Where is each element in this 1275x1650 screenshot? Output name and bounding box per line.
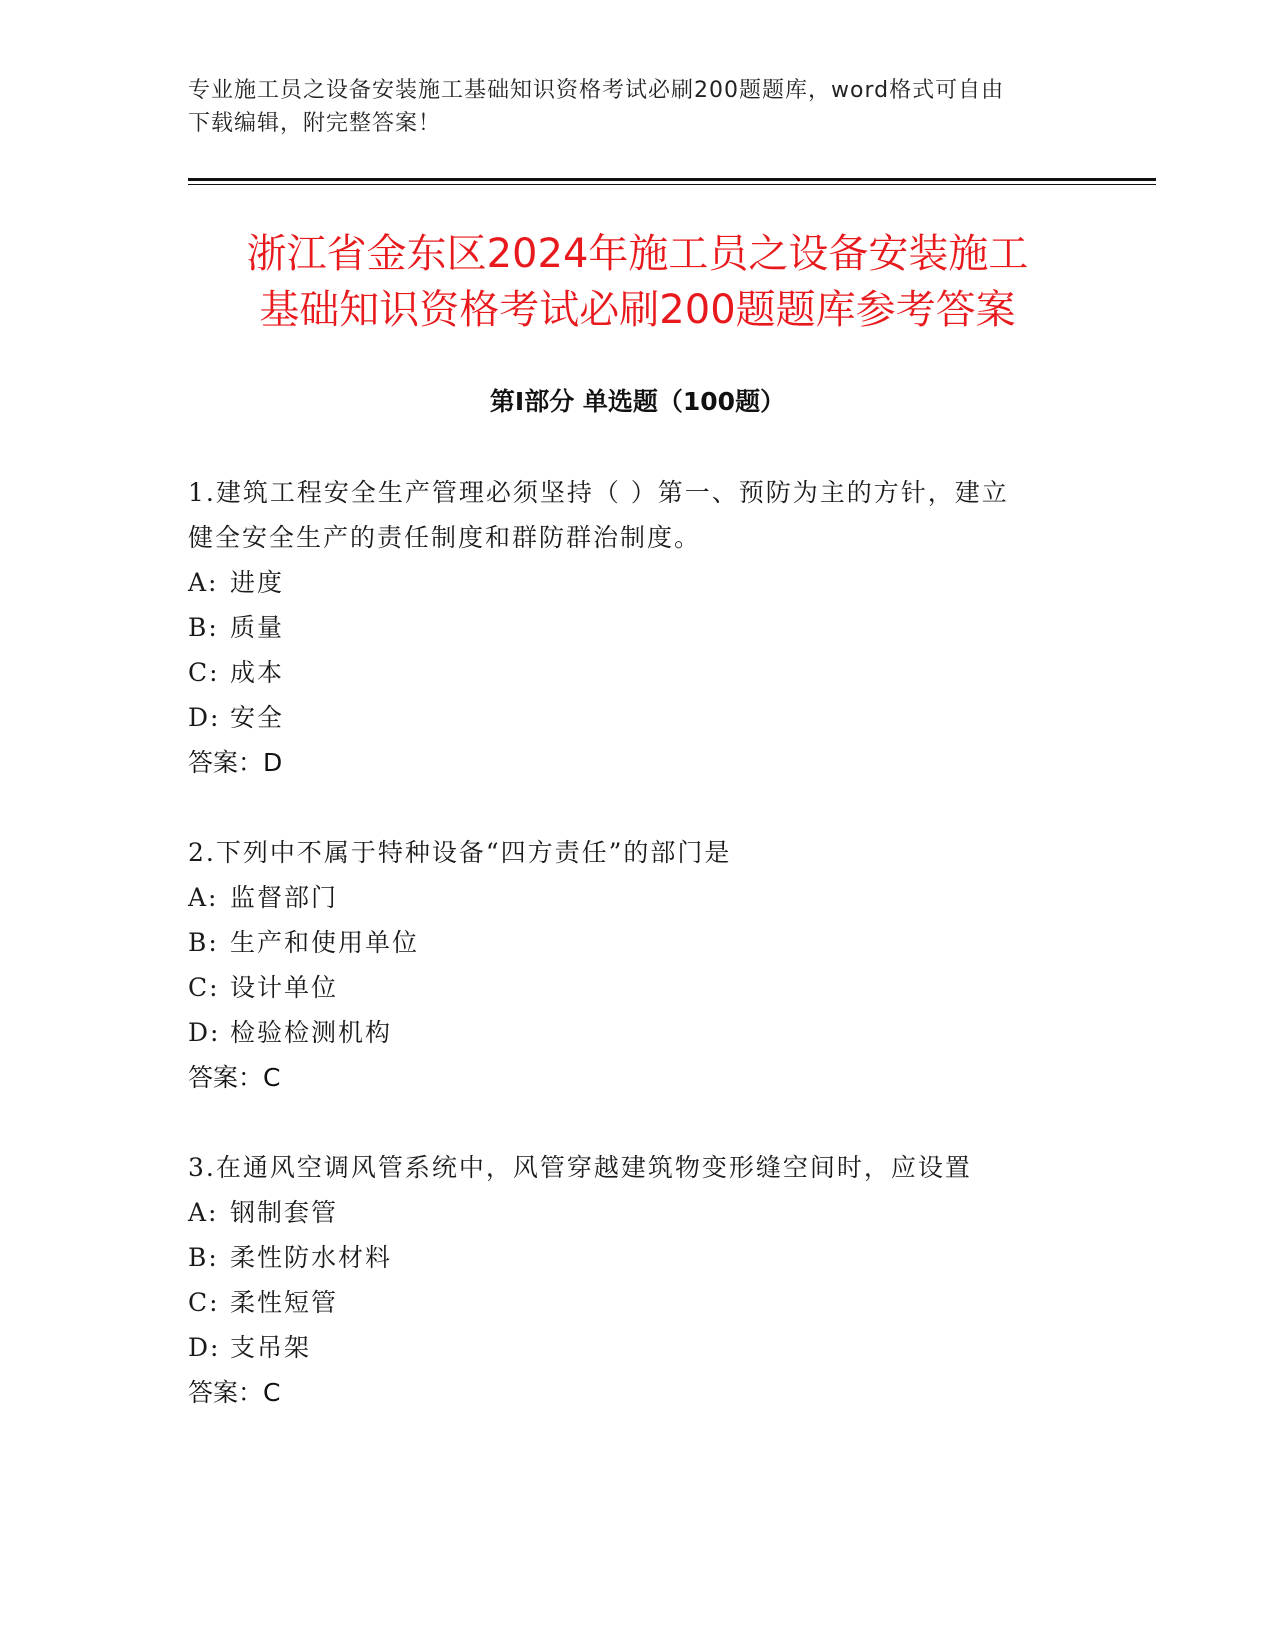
document-title-line-2: 基础知识资格考试必刷200题题库参考答案: [259, 287, 1016, 333]
answer-line: 答案：C: [188, 1378, 281, 1407]
question-stem: [188, 470, 1088, 560]
question-stem-line: 2.下列中不属于特种设备“四方责任”的部门是: [188, 838, 732, 867]
header-note-line-1: 专业施工员之设备安装施工基础知识资格考试必刷200题题库，word格式可自由: [188, 78, 1005, 103]
header-note-line-2: 下载编辑，附完整答案！: [188, 111, 442, 136]
option-text: 柔性短管: [230, 1288, 339, 1317]
header-divider-thin: [188, 184, 1156, 185]
option-letter: C:: [188, 973, 220, 1002]
option-c: [188, 965, 1088, 1010]
document-title-line-1: 浙江省金东区2024年施工员之设备安装施工: [246, 231, 1029, 277]
option-b: [188, 605, 1088, 650]
section-heading: 第Ⅰ部分 单选题（100题）: [489, 387, 786, 416]
option-letter: A:: [188, 883, 219, 912]
header-divider-thick: [188, 178, 1156, 181]
option-letter: B:: [188, 928, 219, 957]
option-d: [188, 695, 1088, 740]
option-letter: D:: [188, 703, 221, 732]
question-stem-line: 1.建筑工程安全生产管理必须坚持（ ）第一、预防为主的方针，建立: [188, 478, 1009, 507]
option-text: 支吊架: [230, 1333, 312, 1362]
option-a: [188, 875, 1088, 920]
question-1: [188, 470, 1088, 785]
option-d: [188, 1010, 1088, 1055]
answer-line: 答案：C: [188, 1063, 281, 1092]
question-stem: [188, 830, 1088, 875]
question-stem: [188, 1145, 1088, 1190]
document-title: [150, 226, 1125, 338]
option-d: [188, 1325, 1088, 1370]
option-text: 设计单位: [230, 973, 339, 1002]
option-text: 生产和使用单位: [230, 928, 420, 957]
question-3: [188, 1145, 1088, 1415]
header-note: [188, 74, 1088, 140]
option-letter: A:: [188, 568, 219, 597]
option-text: 监督部门: [230, 883, 339, 912]
option-text: 钢制套管: [230, 1198, 339, 1227]
option-b: [188, 920, 1088, 965]
option-text: 质量: [230, 613, 285, 642]
option-letter: B:: [188, 613, 219, 642]
option-text: 检验检测机构: [230, 1018, 393, 1047]
option-letter: B:: [188, 1243, 219, 1272]
option-text: 安全: [230, 703, 285, 732]
option-c: [188, 1280, 1088, 1325]
option-text: 柔性防水材料: [230, 1243, 393, 1272]
question-stem-line: 3.在通风空调风管系统中，风管穿越建筑物变形缝空间时，应设置: [188, 1153, 972, 1182]
option-text: 成本: [230, 658, 285, 687]
option-letter: D:: [188, 1018, 221, 1047]
option-a: [188, 1190, 1088, 1235]
option-text: 进度: [230, 568, 285, 597]
option-letter: C:: [188, 1288, 220, 1317]
option-a: [188, 560, 1088, 605]
option-b: [188, 1235, 1088, 1280]
answer-line: 答案：D: [188, 748, 283, 777]
question-stem-line: 健全安全生产的责任制度和群防群治制度。: [188, 523, 702, 552]
question-list: [188, 470, 1088, 1460]
option-letter: A:: [188, 1198, 219, 1227]
option-letter: C:: [188, 658, 220, 687]
question-2: [188, 830, 1088, 1100]
option-letter: D:: [188, 1333, 221, 1362]
option-c: [188, 650, 1088, 695]
